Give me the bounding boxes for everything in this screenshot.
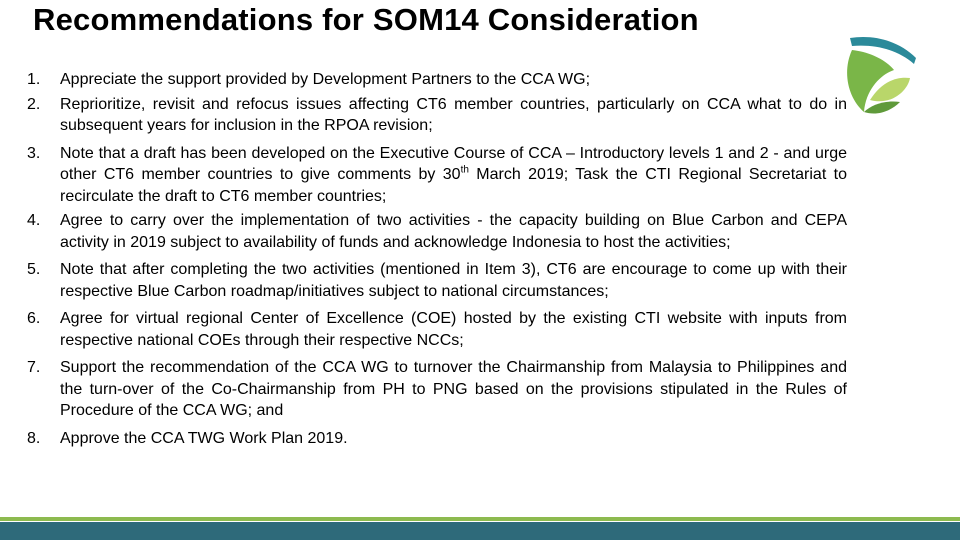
item-text: Agree for virtual regional Center of Excellence (COE) hosted by the existing CTI website with inputs from respective national COEs through their respective NCCs; — [60, 310, 847, 349]
item-text: Support the recommendation of the CCA WG to turnover the Chairmanship from Malaysia to Philippines and the turn-over of the Co-Chairmanship from PH to PNG based on the provisions stipulated in the Rules of Procedure of the CCA WG; and — [60, 359, 847, 419]
footer-bar-light — [0, 517, 960, 521]
recommendation-list — [25, 69, 847, 449]
item-number: 5. — [27, 261, 41, 278]
list-item — [25, 94, 847, 137]
item-text: Note that after completing the two activities (mentioned in Item 3), CT6 are encourage to come up with their respective Blue Carbon roadmap/initiatives subject to national circumstances; — [60, 261, 847, 300]
item-text-part: March 2019; Task the CTI Regional Secretariat to recirculate the draft to CT6 member countries; — [60, 166, 847, 205]
list-item — [25, 428, 847, 450]
item-text: Appreciate the support provided by Development Partners to the CCA WG; — [60, 71, 591, 88]
list-item — [25, 259, 847, 302]
list-item — [25, 69, 847, 91]
list-item — [25, 210, 847, 253]
item-number: 3. — [27, 144, 41, 162]
ordinal-suffix: th — [460, 164, 469, 176]
item-number: 7. — [27, 359, 41, 376]
item-text: Approve the CCA TWG Work Plan 2019. — [60, 429, 348, 447]
slide-title: Recommendations for SOM14 Consideration — [33, 2, 699, 37]
list-item — [25, 357, 847, 422]
list-item — [25, 308, 847, 351]
item-number: 6. — [27, 310, 41, 327]
cti-leaf-logo-icon — [836, 28, 924, 118]
item-text: Agree to carry over the implementation of two activities - the capacity building on Blue Carbon and CEPA activity in 2019 subject to availability of funds and acknowledge Indonesia to host the activities; — [60, 212, 847, 251]
item-number: 2. — [27, 95, 41, 113]
item-number: 1. — [27, 71, 41, 88]
list-item — [25, 143, 847, 208]
item-number: 4. — [27, 212, 41, 229]
item-text — [60, 145, 847, 205]
item-number: 8. — [27, 429, 41, 447]
item-text: Reprioritize, revisit and refocus issues affecting CT6 member countries, particularly on CCA what to do in subsequent years for inclusion in the RPOA revision; — [60, 95, 847, 134]
item-text-part: Note that a draft has been developed on the Executive Course of CCA – Introductory levels 1 and 2 - and urge other CT6 member countries to give comments by 30 — [60, 144, 847, 183]
footer-bar-dark — [0, 522, 960, 540]
